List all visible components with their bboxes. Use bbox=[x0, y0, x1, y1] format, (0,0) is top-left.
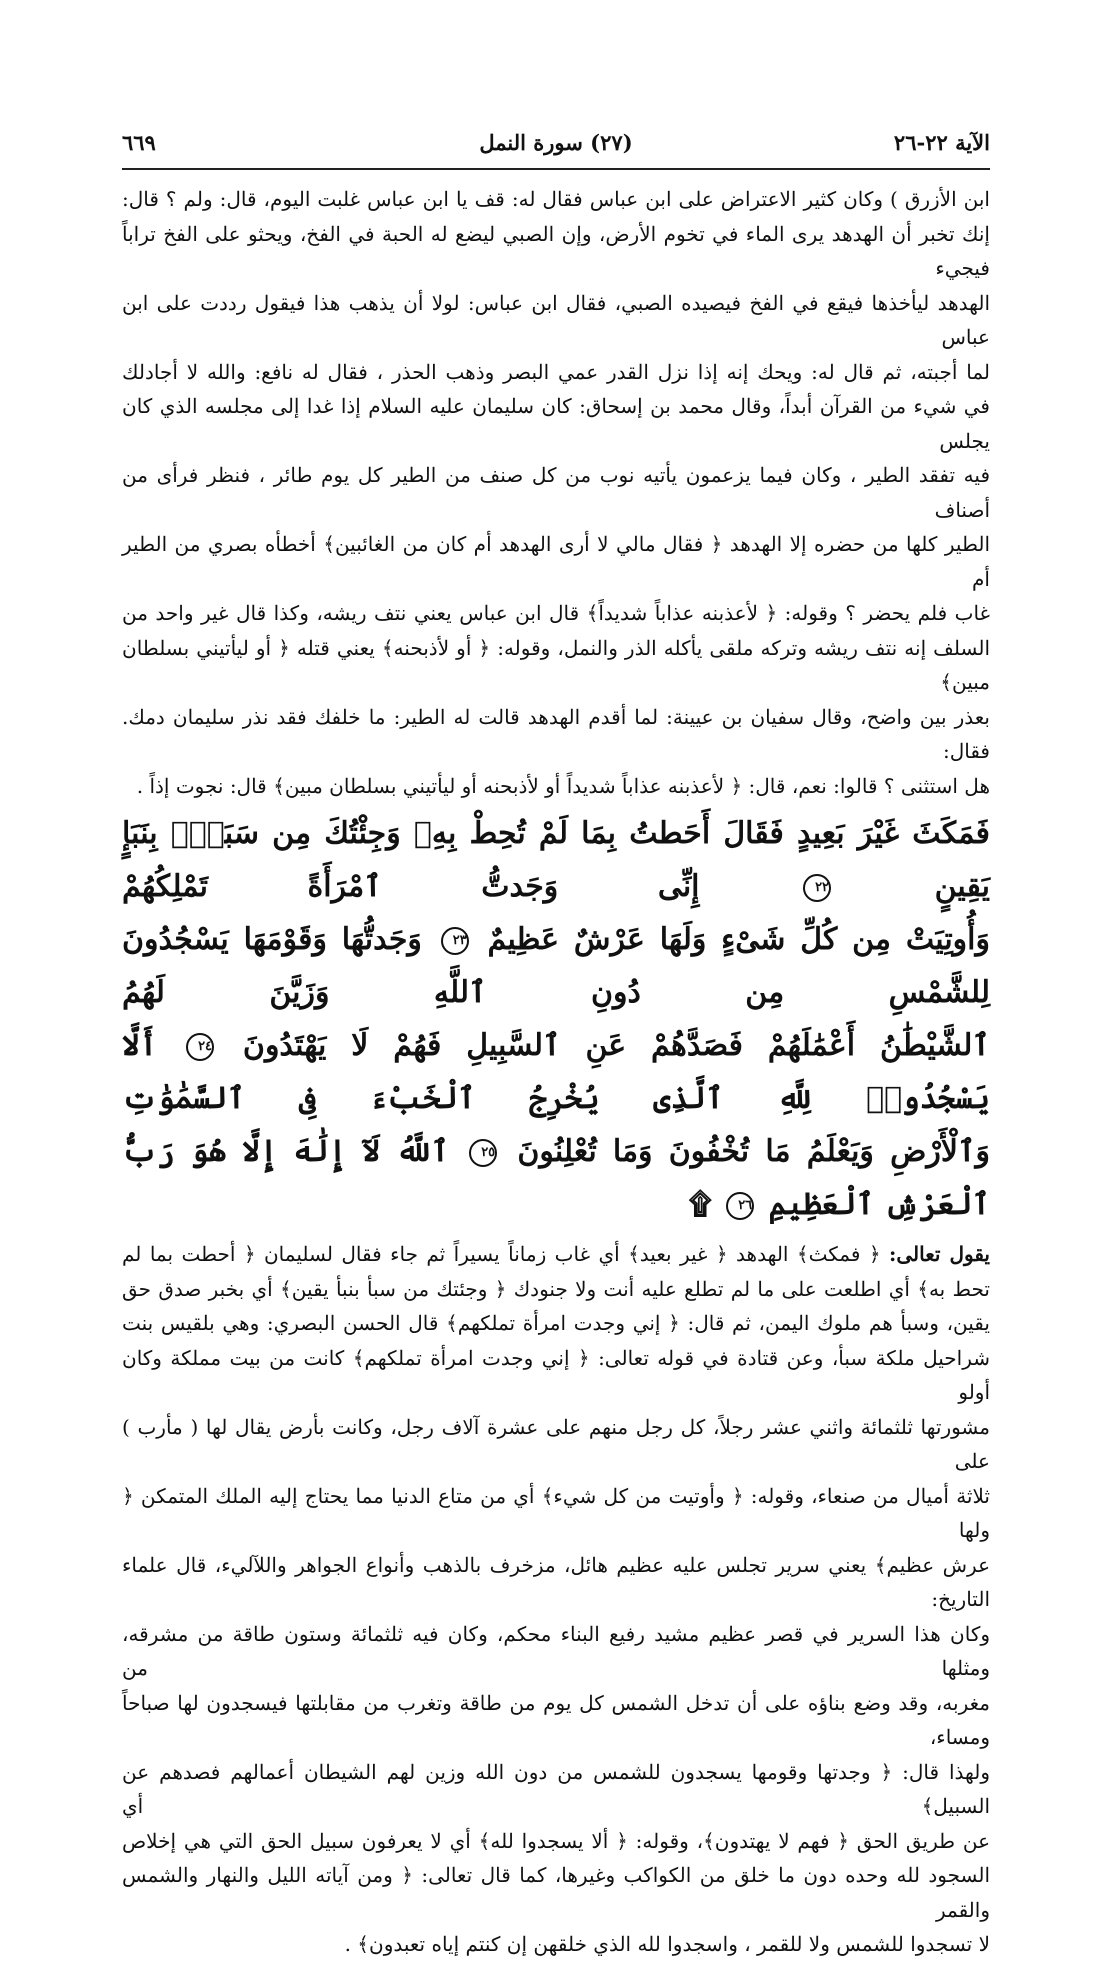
book-page bbox=[122, 128, 990, 1962]
text-line: السجود لله وحده دون ما خلق من الكواكب وغيرها، كما قال تعالى: ﴿ ومن آياته الليل والنهار والشمس والقمر bbox=[122, 1863, 990, 1922]
lead-phrase: يقول تعالى: bbox=[888, 1242, 990, 1266]
header-surah-title: (٢٧) سورة النمل bbox=[479, 130, 633, 155]
text-line: لا تسجدوا للشمس ولا للقمر ، واسجدوا لله الذي خلقهن إن كنتم إياه تعبدون﴾ . bbox=[344, 1932, 990, 1956]
text-line: غاب فلم يحضر ؟ وقوله: ﴿ لأعذبنه عذاباً شديداً﴾ قال ابن عباس يعني نتف ريشه، وكذا قال غير واحد من bbox=[122, 601, 990, 625]
text-line: شراحيل ملكة سبأ، وعن قتادة في قوله تعالى: ﴿ إني وجدت امرأة تملكهم﴾ كانت من بيت مملكة وكان أولو bbox=[122, 1345, 990, 1404]
text-line: السلف إنه نتف ريشه وتركه ملقى يأكله الذر والنمل، وقوله: ﴿ أو لأذبحنه﴾ يعني قتله ﴿ أو ليأتيني بسلطان مبين﴾ bbox=[122, 635, 990, 694]
verse-text: وَأُوتِيَتْ مِن كُلِّ شَىْءٍ وَلَهَا عَرْشٌ عَظِيمٌ bbox=[487, 922, 990, 957]
text-line: الهدهد ليأخذها فيقع في الفخ فيصيده الصبي، فقال ابن عباس: لولا أن يذهب هذا فيقول رددت على ابن عباس bbox=[122, 290, 990, 349]
verse-text: فَمَكَثَ غَيْرَ بَعِيدٍ فَقَالَ أَحَطتُ بِمَا لَمْ تُحِطْ بِهِۦ وَجِئْتُكَ مِن سَبَإٍۭ بِنَبَإٍ يَقِينٍ bbox=[122, 816, 990, 904]
commentary-bottom bbox=[122, 1237, 990, 1962]
verse-text: وَٱلْأَرْضِ وَيَعْلَمُ مَا تُخْفُونَ وَمَا تُعْلِنُونَ bbox=[517, 1134, 991, 1169]
verse-text: أَلَّا يَسْجُدُوا۟ لِلَّهِ ٱلَّذِى يُخْرِجُ ٱلْخَبْءَ فِى ٱلسَّمَٰوَٰتِ bbox=[122, 1028, 990, 1116]
text-line: يقين، وسبأ هم ملوك اليمن، ثم قال: ﴿ إني وجدت امرأة تملكهم﴾ قال الحسن البصري: وهي بلقيس بنت bbox=[122, 1311, 990, 1335]
commentary-top bbox=[122, 182, 990, 803]
text-line: مغربه، وقد وضع بناؤه على أن تدخل الشمس كل يوم من طاقة وتغرب من مقابلتها فيسجدون لها صباحاً ومساء، bbox=[122, 1690, 990, 1749]
text-line: لما أجبته، ثم قال له: ويحك إنه إذا نزل القدر عمي البصر وذهب الحذر ، فقال له نافع: والله لا أجادلك bbox=[122, 359, 990, 384]
text-line: هل استثنى ؟ قالوا: نعم، قال: ﴿ لأعذبنه عذاباً شديداً أو لأذبحنه أو ليأتيني بسلطان مبين﴾ قال: نجوت إذاً . bbox=[136, 773, 990, 798]
quran-line bbox=[122, 1019, 990, 1125]
text-line: بعذر بين واضح، وقال سفيان بن عيينة: لما أقدم الهدهد قالت له الطير: ما خلفك فقد نذر سليمان دمك. فقال: bbox=[122, 704, 991, 763]
text-line: ثلاثة أميال من صنعاء، وقوله: ﴿ وأوتيت من كل شيء﴾ أي من متاع الدنيا مما يحتاج إليه الملك المتمكن ﴿ ولها bbox=[122, 1483, 990, 1542]
verse-text: ٱلشَّيْطَٰنُ أَعْمَٰلَهُمْ فَصَدَّهُمْ عَنِ ٱلسَّبِيلِ فَهُمْ لَا يَهْتَدُونَ bbox=[242, 1028, 990, 1063]
text-line: تحط به﴾ أي اطلعت على ما لم تطلع عليه أنت ولا جنودك ﴿ وجئتك من سبأ بنبأ يقين﴾ أي بخبر صدق حق bbox=[122, 1276, 990, 1301]
text-line: إنك تخبر أن الهدهد يرى الماء في تخوم الأرض، وإن الصبي ليضع له الحبة في الفخ، ويحثو على الفخ تراباً فيجيء bbox=[122, 221, 990, 280]
verse-number-marker: ٢٦ bbox=[726, 1192, 754, 1220]
text-line: وكان هذا السرير في قصر عظيم مشيد رفيع البناء محكم، وكان فيه ثلثمائة وستون طاقة من مشرقه، ومثلها من bbox=[122, 1621, 990, 1680]
quran-line bbox=[122, 913, 990, 1019]
text-line: ابن الأزرق ) وكان كثير الاعتراض على ابن عباس فقال له: قف يا ابن عباس غلبت اليوم، قال: ولم ؟ قال: bbox=[122, 187, 990, 211]
text-line: فيه تفقد الطير ، وكان فيما يزعمون يأتيه نوب من كل صنف من الطير كل يوم طائر ، فنظر فرأى من أصناف bbox=[122, 463, 991, 522]
verse-number-marker: ٢٤ bbox=[186, 1033, 214, 1061]
text-line: عن طريق الحق ﴿ فهم لا يهتدون﴾، وقوله: ﴿ ألا يسجدوا لله﴾ أي لا يعرفون سبيل الحق التي هي إخلاص bbox=[122, 1828, 990, 1853]
verse-text: وَجَدتُّهَا وَقَوْمَهَا يَسْجُدُونَ لِلشَّمْسِ مِن دُونِ ٱللَّهِ وَزَيَّنَ لَهُمُ bbox=[122, 922, 990, 1010]
verse-number-marker: ٢٣ bbox=[441, 927, 469, 955]
quran-line bbox=[122, 807, 990, 913]
text-line: مشورتها ثلثمائة واثني عشر رجلاً، كل رجل منهم على عشرة آلاف رجل، وكانت بأرض يقال لها ( مأرب ) على bbox=[122, 1414, 990, 1473]
page-header bbox=[122, 128, 990, 170]
text-line: الطير كلها من حضره إلا الهدهد ﴿ فقال مالي لا أرى الهدهد أم كان من الغائبين﴾ أخطأه بصري من الطير أم bbox=[122, 532, 990, 591]
header-page-number: ٦٦٩ bbox=[122, 130, 156, 155]
text-line: في شيء من القرآن أبداً، وقال محمد بن إسحاق: كان سليمان عليه السلام إذا غدا إلى مجلسه الذي كان يجلس bbox=[122, 394, 990, 453]
text-segment: ﴿ فمكث﴾ الهدهد ﴿ غير بعيد﴾ أي غاب زماناً يسيراً ثم جاء فقال لسليمان ﴿ أحطت بما لم bbox=[122, 1242, 889, 1266]
verse-number-marker: ٢٥ bbox=[469, 1139, 497, 1167]
header-verse-range: الآية ٢٢-٢٦ bbox=[893, 130, 990, 155]
sajda-mark-icon: ۩ bbox=[688, 1187, 712, 1222]
quran-line bbox=[122, 1125, 990, 1231]
text-line: ولهذا قال: ﴿ وجدتها وقومها يسجدون للشمس من دون الله وزين لهم الشيطان أعمالهم فصدهم عن السبيل﴾ أي bbox=[122, 1759, 990, 1818]
quran-verses bbox=[122, 807, 990, 1231]
verse-number-marker: ٢٢ bbox=[803, 874, 831, 902]
verse-text: ٱللَّهُ لَآ إِلَٰهَ إِلَّا هُوَ رَبُّ ٱلْعَرْشِ ٱلْعَظِيمِ bbox=[122, 1134, 990, 1222]
text-line bbox=[122, 1237, 990, 1272]
text-line: عرش عظيم﴾ يعني سرير تجلس عليه عظيم هائل، مزخرف بالذهب وأنواع الجواهر واللآليء، قال علماء التاريخ: bbox=[122, 1552, 990, 1611]
verse-text: إِنِّى وَجَدتُّ ٱمْرَأَةً تَمْلِكُهُمْ bbox=[122, 869, 700, 904]
